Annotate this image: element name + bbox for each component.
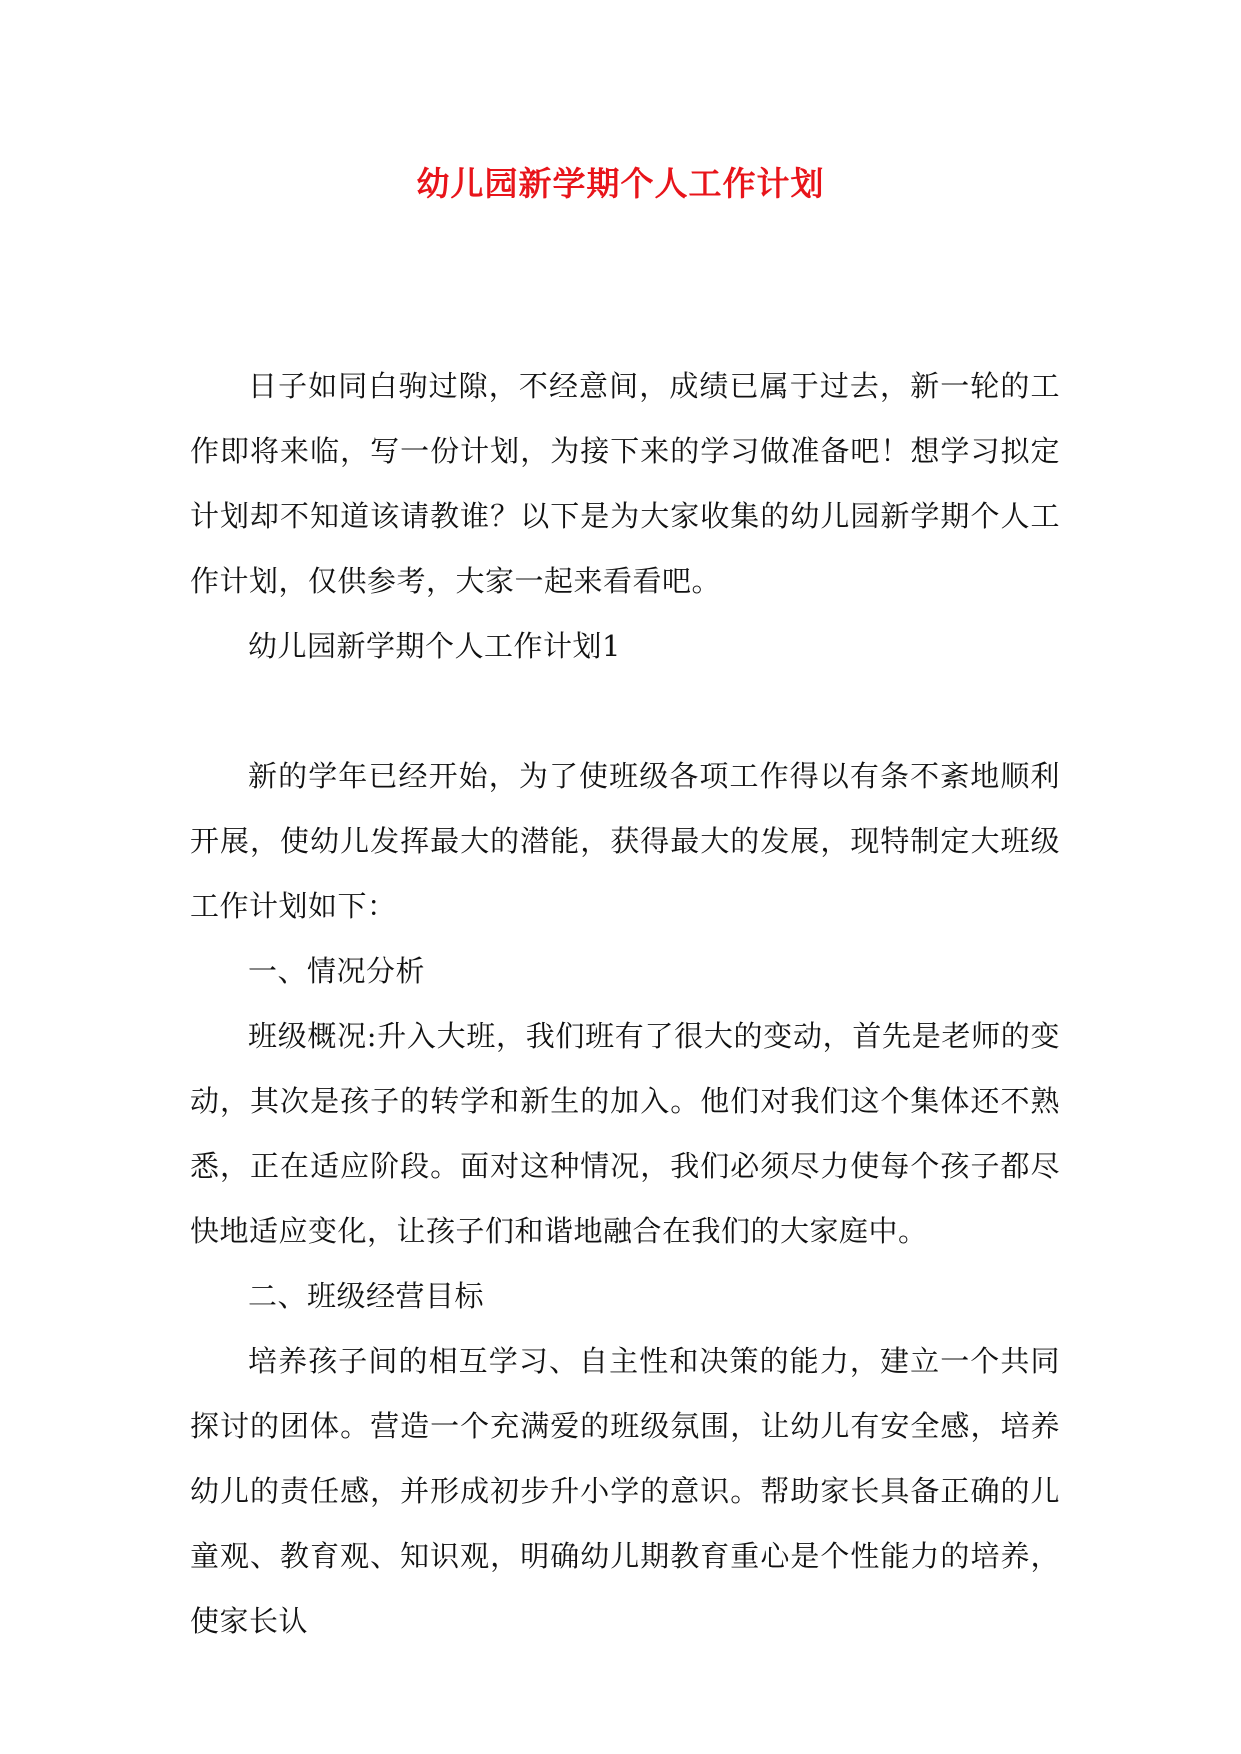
plan-heading: 幼儿园新学期个人工作计划1: [248, 629, 621, 663]
class-overview-paragraph: 班级概况:升入大班，我们班有了很大的变动，首先是老师的变动，其次是孩子的转学和新生的加入。他们对我们这个集体还不熟悉，正在适应阶段。面对这种情况，我们必须尽力使每个孩子都尽快地适应变化，让孩子们和谐地融合在我们的大家庭中。: [190, 1019, 1060, 1248]
intro-paragraph: 日子如同白驹过隙，不经意间，成绩已属于过去，新一轮的工作即将来临，写一份计划，为接下来的学习做准备吧！想学习拟定计划却不知道该请教谁？以下是为大家收集的幼儿园新学期个人工作计划，仅供参考，大家一起来看看吧。: [190, 369, 1060, 598]
document-title: 幼儿园新学期个人工作计划: [416, 164, 825, 203]
section-heading-situation: 一、情况分析: [248, 954, 426, 988]
goals-paragraph: 培养孩子间的相互学习、自主性和决策的能力，建立一个共同探讨的团体。营造一个充满爱的班级氛围，让幼儿有安全感，培养幼儿的责任感，并形成初步升小学的意识。帮助家长具备正确的儿童观、教育观、知识观，明确幼儿期教育重心是个性能力的培养，使家长认: [190, 1344, 1060, 1638]
blank-line: [190, 679, 1060, 744]
plan-intro-paragraph: 新的学年已经开始，为了使班级各项工作得以有条不紊地顺利开展，使幼儿发挥最大的潜能，获得最大的发展，现特制定大班级工作计划如下：: [190, 759, 1060, 923]
document-body: [190, 354, 1060, 1654]
section-heading-goals: 二、班级经营目标: [248, 1279, 485, 1313]
